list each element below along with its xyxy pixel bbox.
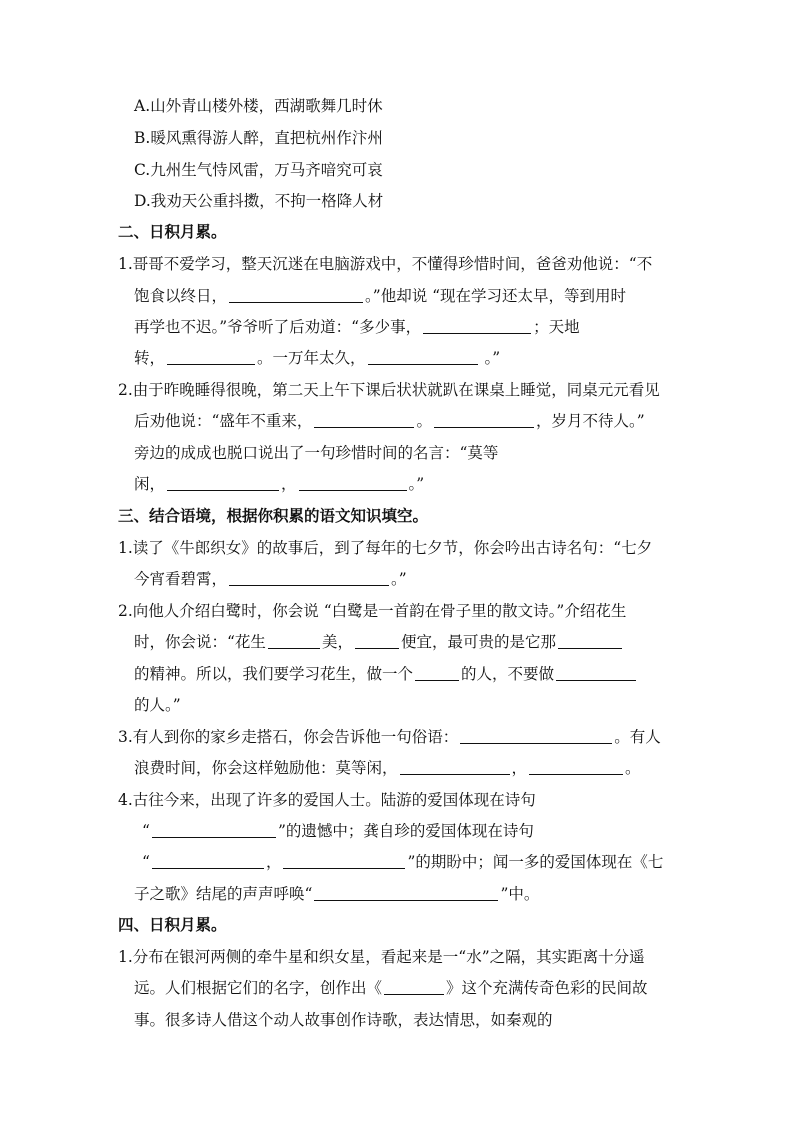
text: 。” — [391, 570, 407, 588]
text: 美， — [321, 633, 353, 651]
answer-blank[interactable] — [415, 664, 459, 681]
text: ， — [511, 759, 528, 777]
s2-q2-line2 — [134, 411, 645, 431]
text: ， — [265, 853, 282, 871]
answer-blank[interactable] — [529, 758, 623, 775]
answer-blank[interactable] — [384, 978, 444, 995]
text: ”中。 — [500, 885, 540, 903]
text: 》这个充满传奇色彩的民间故 — [446, 979, 648, 997]
answer-blank[interactable] — [434, 411, 534, 428]
s2-q1-line3 — [134, 317, 580, 337]
answer-blank[interactable] — [229, 569, 389, 586]
s2-q1-line2 — [134, 286, 626, 306]
text: 。一万年太久， — [257, 349, 366, 367]
text: 。 — [625, 759, 641, 777]
answer-blank[interactable] — [167, 348, 255, 365]
s3-q1-line2 — [134, 569, 407, 589]
option-a: A.山外青山楼外楼，西湖歌舞几时休 — [134, 97, 383, 115]
text: 后劝他说：“盛年不重来， — [134, 412, 313, 430]
text: 。”他却说 “现在学习还太早，等到用时 — [365, 287, 627, 305]
s4-q1-line2 — [134, 978, 648, 998]
answer-blank[interactable] — [423, 317, 531, 334]
text: 子之歌》结尾的声声呼唤“ — [134, 885, 313, 903]
answer-blank[interactable] — [229, 286, 363, 303]
answer-blank[interactable] — [152, 852, 264, 869]
s2-q1-line1: 1.哥哥不爱学习，整天沉迷在电脑游戏中，不懂得珍惜时间，爸爸劝他说：“不 — [118, 255, 653, 273]
section-4-title: 四、日积月累。 — [118, 916, 227, 934]
s4-q1-line3: 事。很多诗人借这个动人故事创作诗歌，表达情思，如秦观的 — [134, 1011, 553, 1029]
section-3-title: 三、结合语境，根据你积累的语文知识填空。 — [118, 507, 429, 525]
answer-blank[interactable] — [314, 411, 414, 428]
text: 。有人 — [614, 728, 661, 746]
text: 转， — [134, 349, 166, 367]
s2-q2-line4 — [134, 474, 424, 494]
s3-q1-line1: 1.读了《牛郎织女》的故事后，到了每年的七夕节，你会吟出古诗名句：“七夕 — [118, 539, 653, 557]
text: ， — [281, 475, 297, 493]
text: 。” — [408, 475, 425, 493]
text: 远。人们根据它们的名字，创作出《 — [134, 979, 383, 997]
option-c: C.九州生气恃风雷，万马齐喑究可哀 — [134, 161, 383, 179]
answer-blank[interactable] — [283, 852, 405, 869]
text: 闲， — [134, 475, 166, 493]
text: 今宵看碧霄， — [134, 570, 228, 588]
s2-q1-line4 — [134, 348, 500, 368]
option-d: D.我劝天公重抖擞，不拘一格降人材 — [134, 192, 384, 210]
option-b: B.暖风熏得游人醉，直把杭州作汴州 — [134, 129, 383, 147]
text: 饱食以终日， — [134, 287, 228, 305]
text: ；天地 — [533, 318, 580, 336]
s3-q3-line2 — [134, 758, 641, 778]
text: 时，你会说：“花生 — [134, 633, 266, 651]
answer-blank[interactable] — [299, 474, 407, 491]
s3-q3-line1 — [118, 727, 661, 747]
text: ”的期盼中；闻一多的爱国体现在《七 — [407, 853, 664, 871]
s3-q2-line2 — [134, 632, 624, 652]
text: “ — [142, 853, 150, 871]
answer-blank[interactable] — [368, 348, 478, 365]
s2-q2-line3: 旁边的成成也脱口说出了一句珍惜时间的名言：“莫等 — [134, 444, 499, 462]
answer-blank[interactable] — [400, 758, 510, 775]
text: 浪费时间，你会这样勉励他：莫等闲， — [134, 759, 398, 777]
s3-q4-line3 — [142, 852, 663, 872]
s3-q4-line2 — [142, 821, 534, 841]
s2-q2-line1: 2.由于昨晚睡得很晚，第二天上午下课后状状就趴在课桌上睡觉，同桌元元看见 — [118, 381, 660, 399]
s3-q2-line4: 的人。” — [134, 696, 181, 714]
text: 。” — [479, 349, 501, 367]
text: 3.有人到你的家乡走搭石，你会告诉他一句俗语： — [118, 728, 459, 746]
text: 的人，不要做 — [461, 665, 555, 683]
text: ”的遗憾中；龚自珍的爱国体现在诗句 — [277, 822, 534, 840]
answer-blank[interactable] — [314, 884, 498, 901]
s3-q2-line1: 2.向他人介绍白鹭时，你会说 “白鹭是一首韵在骨子里的散文诗。”介绍花生 — [118, 602, 627, 620]
text: “ — [142, 822, 150, 840]
text: 。 — [416, 412, 432, 430]
text: 便宜，最可贵的是它那 — [400, 633, 556, 651]
answer-blank[interactable] — [556, 664, 636, 681]
text: ，岁月不待人。” — [535, 412, 645, 430]
answer-blank[interactable] — [558, 632, 622, 649]
s4-q1-line1: 1.分布在银河两侧的牵牛星和织女星，看起来是一“水”之隔，其实距离十分遥 — [118, 948, 645, 966]
s3-q4-line1: 4.古往今来，出现了许多的爱国人士。陆游的爱国体现在诗句 — [118, 791, 536, 809]
section-2-title: 二、日积月累。 — [118, 223, 227, 241]
s3-q2-line3 — [134, 664, 638, 684]
answer-blank[interactable] — [460, 727, 612, 744]
answer-blank[interactable] — [355, 632, 399, 649]
text: 再学也不迟。”爷爷听了后劝道：“多少事， — [134, 318, 422, 336]
answer-blank[interactable] — [167, 474, 279, 491]
s3-q4-line4 — [134, 884, 539, 904]
text: 的精神。所以，我们要学习花生，做一个 — [134, 665, 414, 683]
answer-blank[interactable] — [268, 632, 320, 649]
answer-blank[interactable] — [152, 821, 276, 838]
